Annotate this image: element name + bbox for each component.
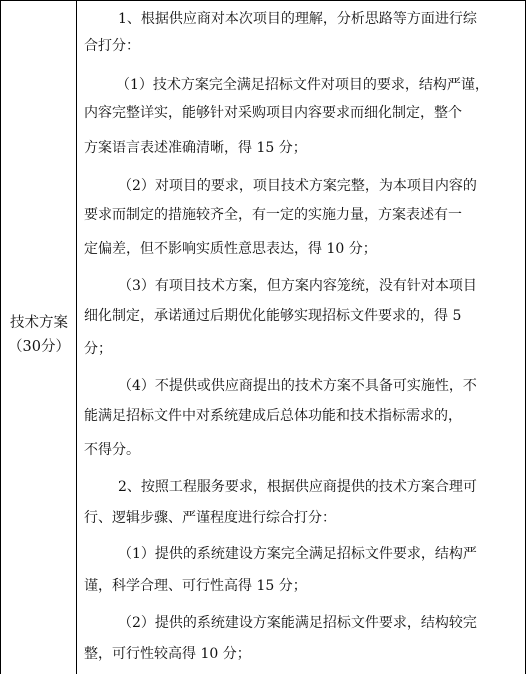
criteria-content-cell (78, 1, 526, 674)
criteria-line: 细化制定，承诺通过后期优化能够实现招标文件要求的，得 5 (84, 308, 462, 324)
criteria-line: 1、根据供应商对本次项目的理解，分析思路等方面进行综 (118, 11, 477, 27)
criteria-line: （2）对项目的要求，项目技术方案完整，为本项目内容的 (118, 178, 477, 194)
criteria-line: （4）不提供或供应商提出的技术方案不具备可实施性，不 (118, 378, 477, 394)
criteria-line: （1）提供的系统建设方案完全满足招标文件要求，结构严 (118, 546, 477, 562)
criteria-line: 合打分： (84, 38, 140, 54)
criteria-line: 要求而制定的措施较齐全，有一定的实施力量，方案表述有一 (84, 207, 462, 223)
criteria-line: （3）有项目技术方案，但方案内容笼统，没有针对本项目 (118, 278, 477, 294)
criteria-line: 2、按照工程服务要求，根据供应商提供的技术方案合理可 (118, 479, 477, 495)
criteria-line: 能满足招标文件中对系统建成后总体功能和技术指标需求的， (84, 408, 462, 424)
row-label (1, 311, 77, 359)
criteria-line: 内容完整详实，能够针对采购项目内容要求而细化制定，整个 (84, 105, 462, 121)
row-label-cell (1, 1, 77, 674)
criteria-line: 定偏差，但不影响实质性意思表达，得 10 分； (84, 241, 377, 257)
criteria-line: 整，可行性较高得 10 分； (84, 646, 251, 662)
row-label-score: （30分） (8, 339, 70, 355)
criteria-line: 行、逻辑步骤、严谨程度进行综合打分： (84, 510, 336, 526)
criteria-line: 分； (84, 341, 112, 357)
row-label-title: 技术方案 (10, 315, 68, 331)
criteria-line: 方案语言表述准确清晰，得 15 分； (84, 140, 307, 156)
criteria-line: （2）提供的系统建设方案能满足招标文件要求，结构较完 (118, 615, 477, 631)
criteria-line: （1）技术方案完全满足招标文件对项目的要求，结构严谨， (116, 77, 489, 93)
criteria-line: 不得分。 (84, 442, 140, 458)
criteria-line: 谨，科学合理、可行性高得 15 分； (84, 578, 307, 594)
